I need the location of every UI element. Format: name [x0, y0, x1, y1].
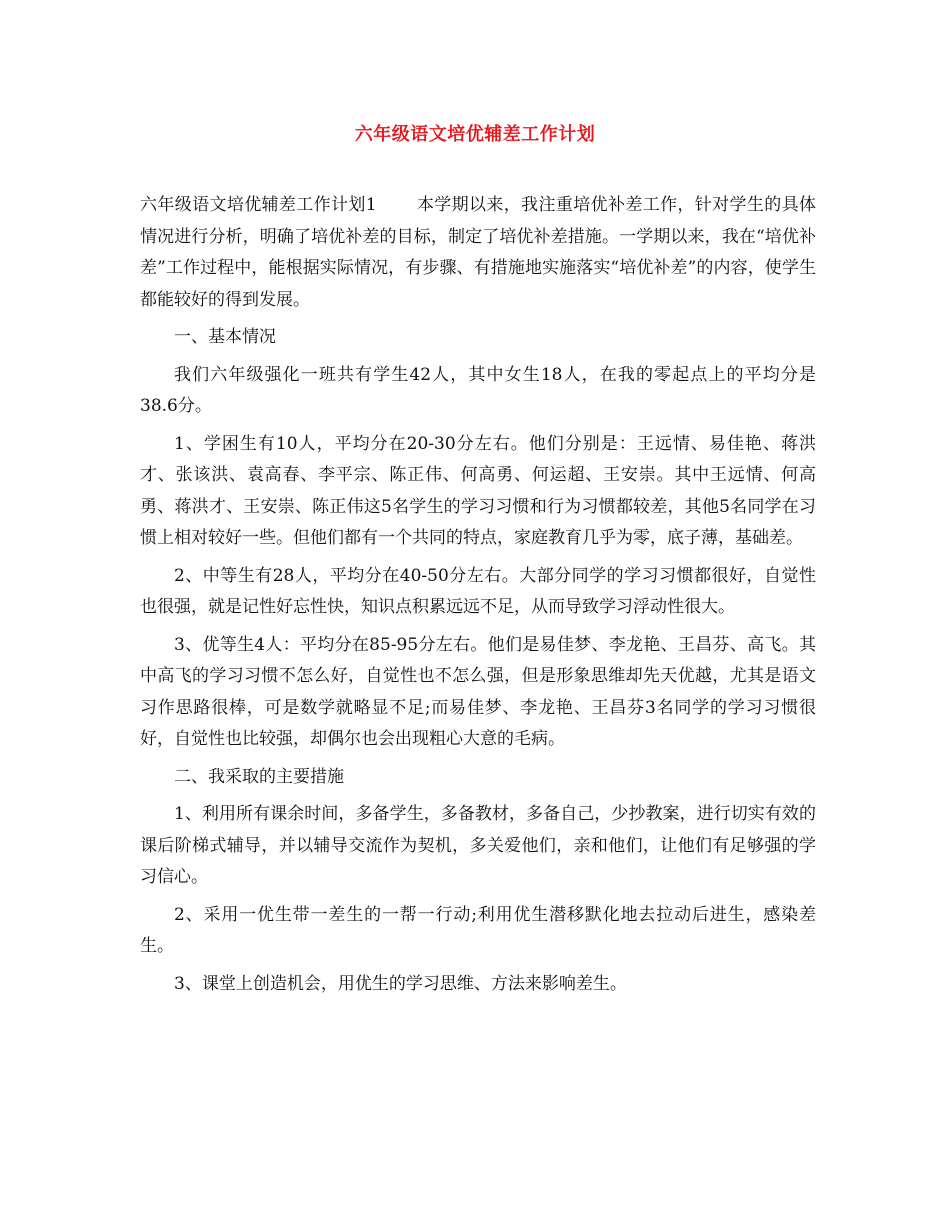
section-heading-measures: 二、我采取的主要措施 — [174, 766, 344, 787]
paragraph-measure-3: 3、课堂上创造机会，用优生的学习思维、方法来影响差生。 — [174, 973, 627, 994]
paragraph-struggling-students: 1、学困生有10人，平均分在20-30分左右。他们分别是：王远情、易佳艳、蒋洪才、张该洪、袁高春、李平宗、陈正伟、何高勇、何运超、王安崇。其中王远情、何高勇、蒋洪才、王安崇、陈正伟这5名学生的学习习惯和行为习惯都较差，其他5名同学在习惯上相对较好一些。但他们都有一个共同的特点，家庭教育几乎为零，底子薄，基础差。 — [140, 433, 816, 548]
paragraph-measure-1: 1、利用所有课余时间，多备学生，多备教材，多备自己，少抄教案，进行切实有效的课后阶梯式辅导，并以辅导交流作为契机，多关爱他们，亲和他们，让他们有足够强的学习信心。 — [140, 804, 816, 887]
section-heading-basic-situation: 一、基本情况 — [174, 327, 276, 347]
intro-heading: 六年级语文培优辅差工作计划1 — [140, 195, 377, 215]
document-title: 六年级语文培优辅差工作计划 — [354, 124, 596, 145]
paragraph-top-students: 3、优等生4人：平均分在85-95分左右。他们是易佳梦、李龙艳、王昌芬、高飞。其中高飞的学习习惯不怎么好，自觉性也不怎么强，但是形象思维却先天优越，尤其是语文习作思路很棒，可是数学就略显不足;而易佳梦、李龙艳、王昌芬3名同学的学习习惯很好，自觉性也比较强，却偶尔也会出现粗心大意的毛病。 — [140, 634, 816, 749]
paragraph-average-students: 2、中等生有28人，平均分在40-50分左右。大部分同学的学习习惯都很好，自觉性也很强，就是记性好忘性快，知识点积累远远不足，从而导致学习浮动性很大。 — [140, 565, 816, 617]
intro-text: 本学期以来，我注重培优补差工作，针对学生的具体情况进行分析，明确了培优补差的目标，制定了培优补差措施。一学期以来，我在“培优补差”工作过程中，能根据实际情况，有步骤、有措施地实施落实“培优补差”的内容，使学生都能较好的得到发展。 — [140, 195, 816, 310]
paragraph-class-overview: 我们六年级强化一班共有学生42人，其中女生18人，在我的零起点上的平均分是38.6分。 — [140, 364, 816, 416]
document-body — [140, 190, 816, 1006]
intro-paragraph — [140, 190, 816, 316]
paragraph-measure-2: 2、采用一优生带一差生的一帮一行动;利用优生潜移默化地去拉动后进生，感染差生。 — [140, 904, 816, 956]
